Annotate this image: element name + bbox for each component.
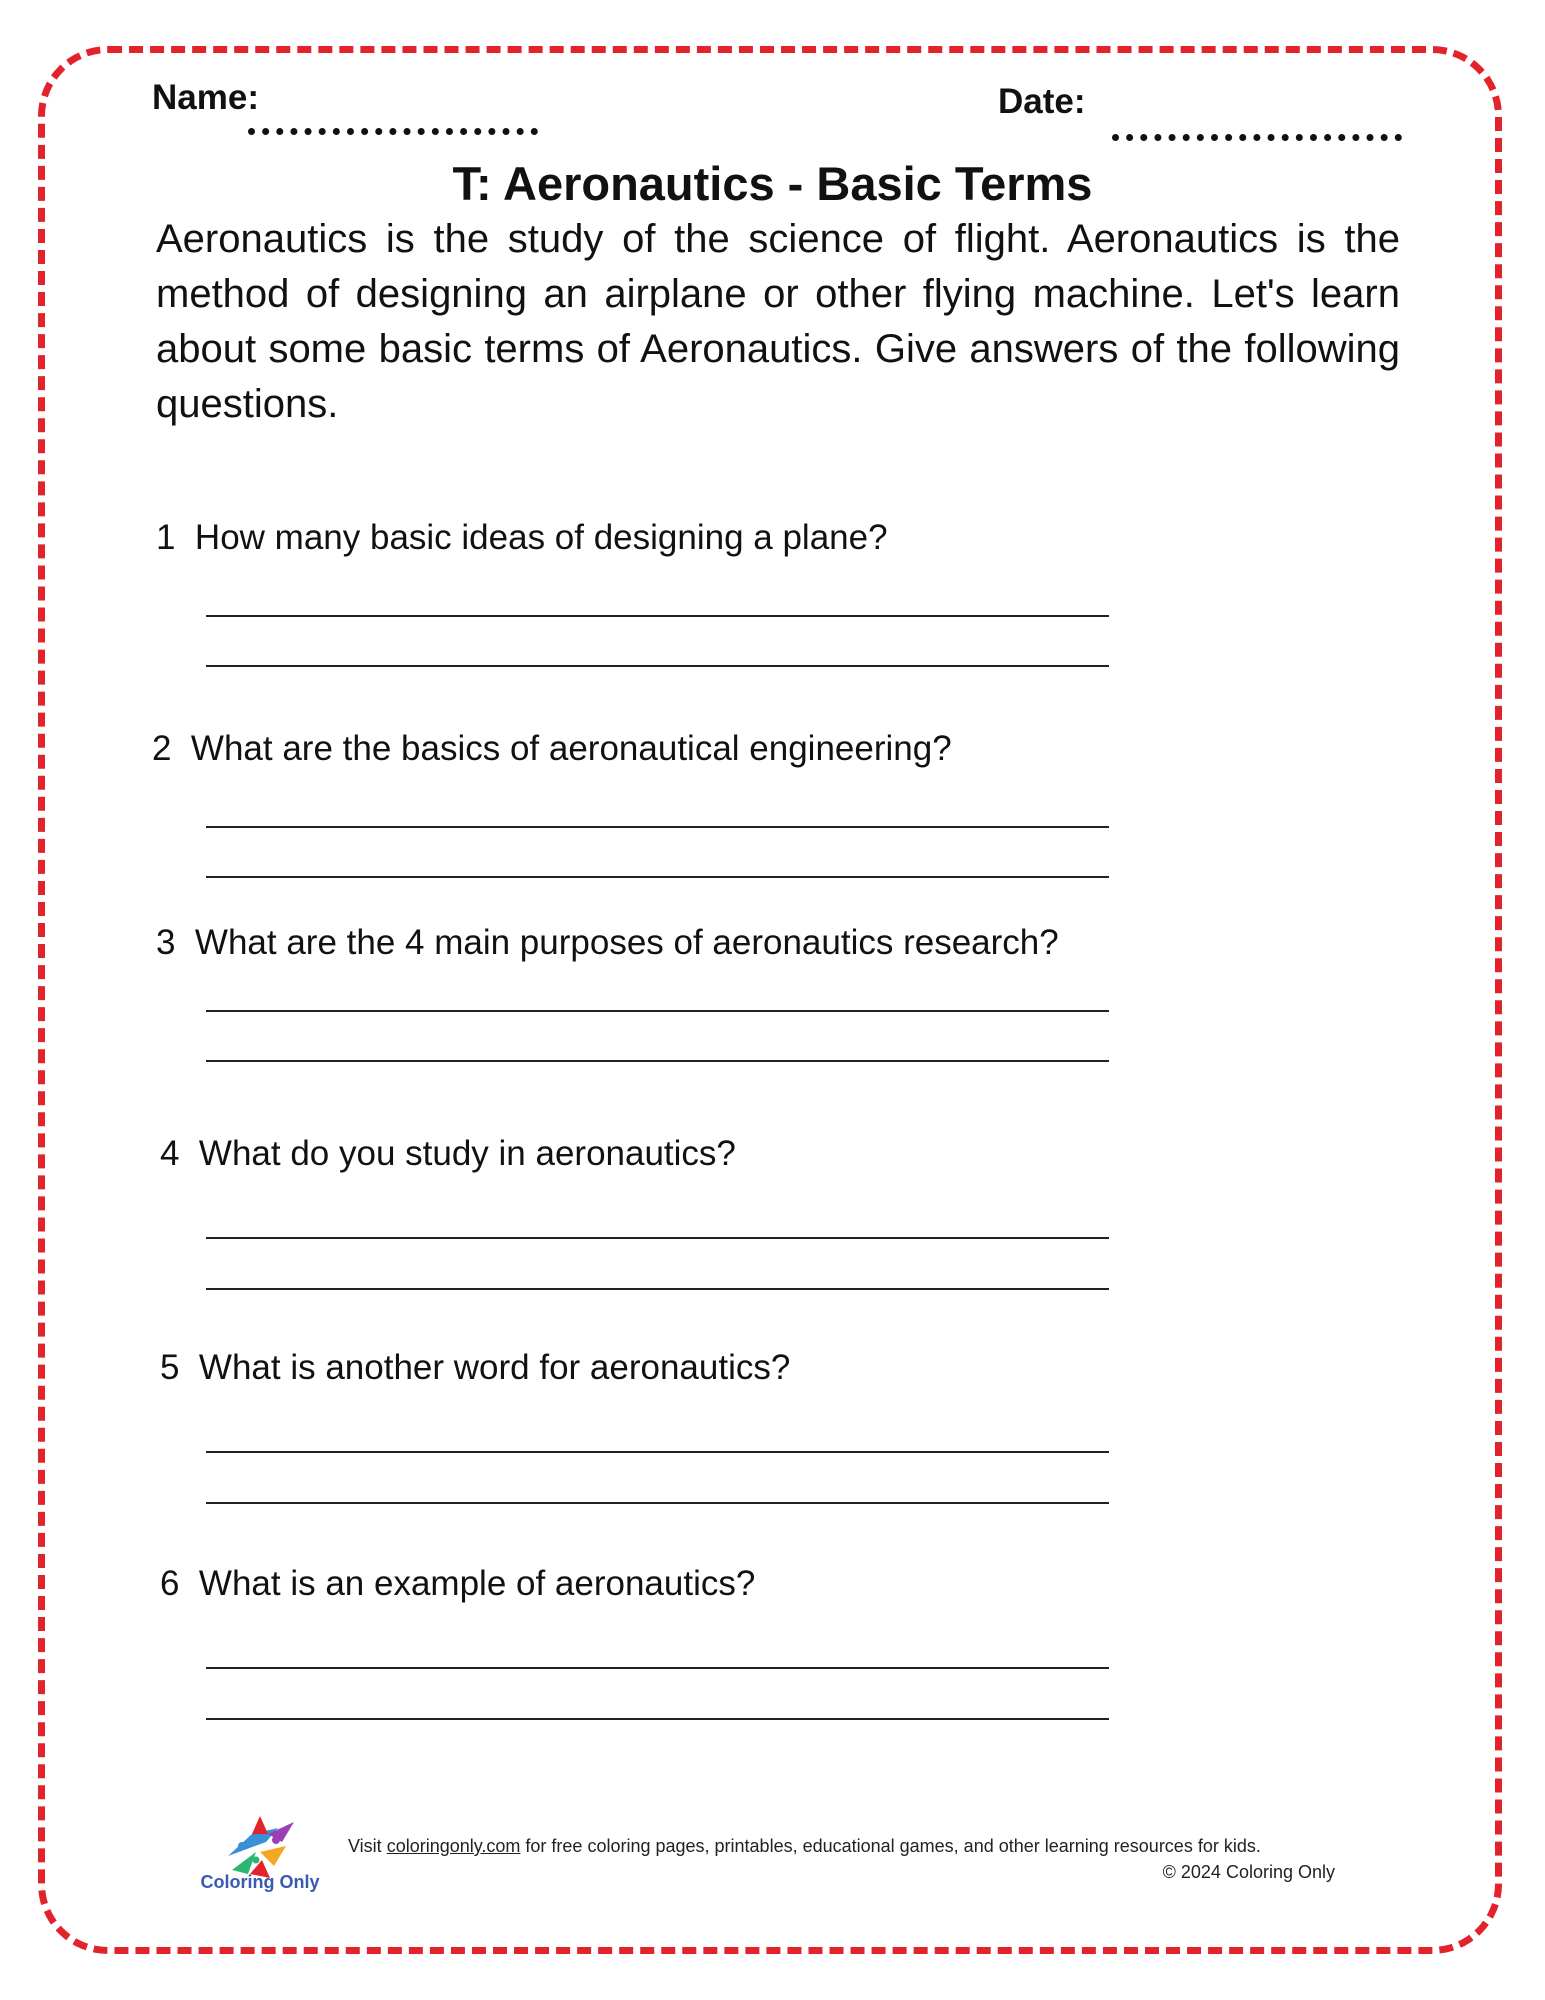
question-3 [156, 923, 1059, 963]
answer-line-2a[interactable] [206, 826, 1109, 828]
question-6 [160, 1564, 755, 1604]
logo-text: Coloring Only [200, 1872, 320, 1892]
question-text: What do you study in aeronautics? [198, 1134, 736, 1173]
answer-line-1b[interactable] [206, 665, 1109, 667]
question-5 [160, 1348, 790, 1388]
footer-note [348, 1836, 1261, 1857]
name-field-line[interactable] [248, 128, 538, 135]
question-4 [160, 1134, 736, 1174]
footer-visit-prefix: Visit [348, 1836, 387, 1856]
question-number: 4 [160, 1134, 180, 1173]
question-number: 6 [160, 1564, 180, 1603]
date-label: Date: [998, 82, 1086, 121]
question-number: 3 [156, 923, 176, 962]
question-number: 2 [152, 729, 172, 768]
question-text: What are the 4 main purposes of aeronautics research? [194, 923, 1059, 962]
answer-line-3b[interactable] [206, 1060, 1109, 1062]
question-number: 1 [156, 518, 176, 557]
question-text: How many basic ideas of designing a plane? [194, 518, 888, 557]
question-text: What is an example of aeronautics? [198, 1564, 756, 1603]
copyright-text: © 2024 Coloring Only [1162, 1862, 1335, 1882]
answer-line-4b[interactable] [206, 1288, 1109, 1290]
footer-link[interactable]: coloringonly.com [386, 1836, 521, 1856]
question-text: What is another word for aeronautics? [198, 1348, 791, 1387]
intro-paragraph: Aeronautics is the study of the science of flight. Aeronautics is the method of designing an airplane or other flying machine. Let's learn about some basic terms of Aeronautics. Give answers of the following questions. [156, 217, 1400, 426]
worksheet-title: T: Aeronautics - Basic Terms [452, 157, 1093, 210]
answer-line-6b[interactable] [206, 1718, 1109, 1720]
answer-line-5a[interactable] [206, 1451, 1109, 1453]
footer-visit-suffix: for free coloring pages, printables, educational games, and other learning resources for kids. [520, 1836, 1261, 1856]
answer-line-1a[interactable] [206, 615, 1109, 617]
answer-line-6a[interactable] [206, 1667, 1109, 1669]
answer-line-2b[interactable] [206, 876, 1109, 878]
question-1 [156, 518, 888, 558]
question-text: What are the basics of aeronautical engineering? [190, 729, 952, 768]
answer-line-5b[interactable] [206, 1502, 1109, 1504]
answer-line-4a[interactable] [206, 1237, 1109, 1239]
answer-line-3a[interactable] [206, 1010, 1109, 1012]
question-number: 5 [160, 1348, 180, 1387]
name-label: Name: [152, 78, 259, 117]
date-field-line[interactable] [1112, 134, 1402, 141]
question-2 [152, 729, 952, 769]
